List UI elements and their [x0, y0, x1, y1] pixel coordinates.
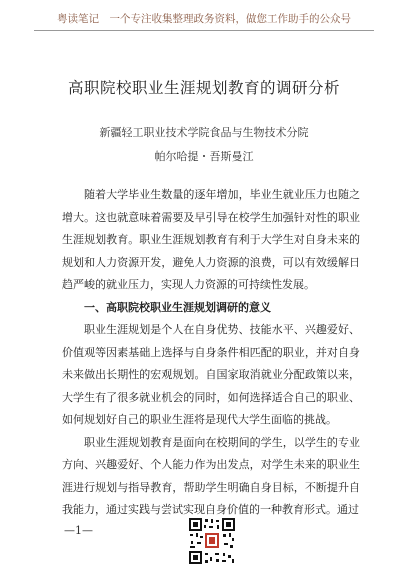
article-body: [62, 184, 360, 522]
section-heading: 一、高职院校职业生涯规划调研的意义: [84, 300, 271, 314]
paragraph: 随着大学毕业生数量的逐年增加，毕业生就业压力也随之增大。这也就意味着需要及早引导在校学生加强针对性的职业生涯规划教育。职业生涯规划教育有利于大学生对自身未来的规划和人力资源开发，避免人力资源的浪费，可以有效缓解日趋严峻的就业压力，实现人力资源的可持续性发展。: [62, 188, 360, 291]
author-name: 帕尔哈提・吾斯曼江: [154, 150, 254, 163]
article-title: 高职院校职业生涯规划教育的调研分析: [67, 79, 340, 97]
paragraph: 职业生涯规划是个人在自身优势、技能水平、兴趣爱好、价值观等因素基础上选择与自身条件相匹配的职业，并对自身未来做出长期性的宏观规划。自国家取消就业分配政策以来，大学生有了很多就业机会的同时，如何选择适合自己的职业、如何规划好自己的职业生涯将是现代大学生面临的挑战。: [62, 323, 360, 426]
paragraph: 职业生涯规划教育是面向在校期间的学生，以学生的专业方向、兴趣爱好、个人能力作为出发点，对学生未来的职业生涯进行规划与指导教育，帮助学生明确自身目标，不断提升自我能力，通过实践与尝试实现自身价值的一种教育形式。通过: [62, 435, 360, 516]
page-header: 粤读笔记 一个专注收集整理政务资料，做您工作助手的公众号: [34, 8, 374, 31]
page-number: —1—: [64, 524, 93, 537]
qr-code-icon: [188, 517, 236, 565]
author-affiliation: 新疆轻工职业技术学院食品与生物技术分院: [99, 126, 309, 139]
